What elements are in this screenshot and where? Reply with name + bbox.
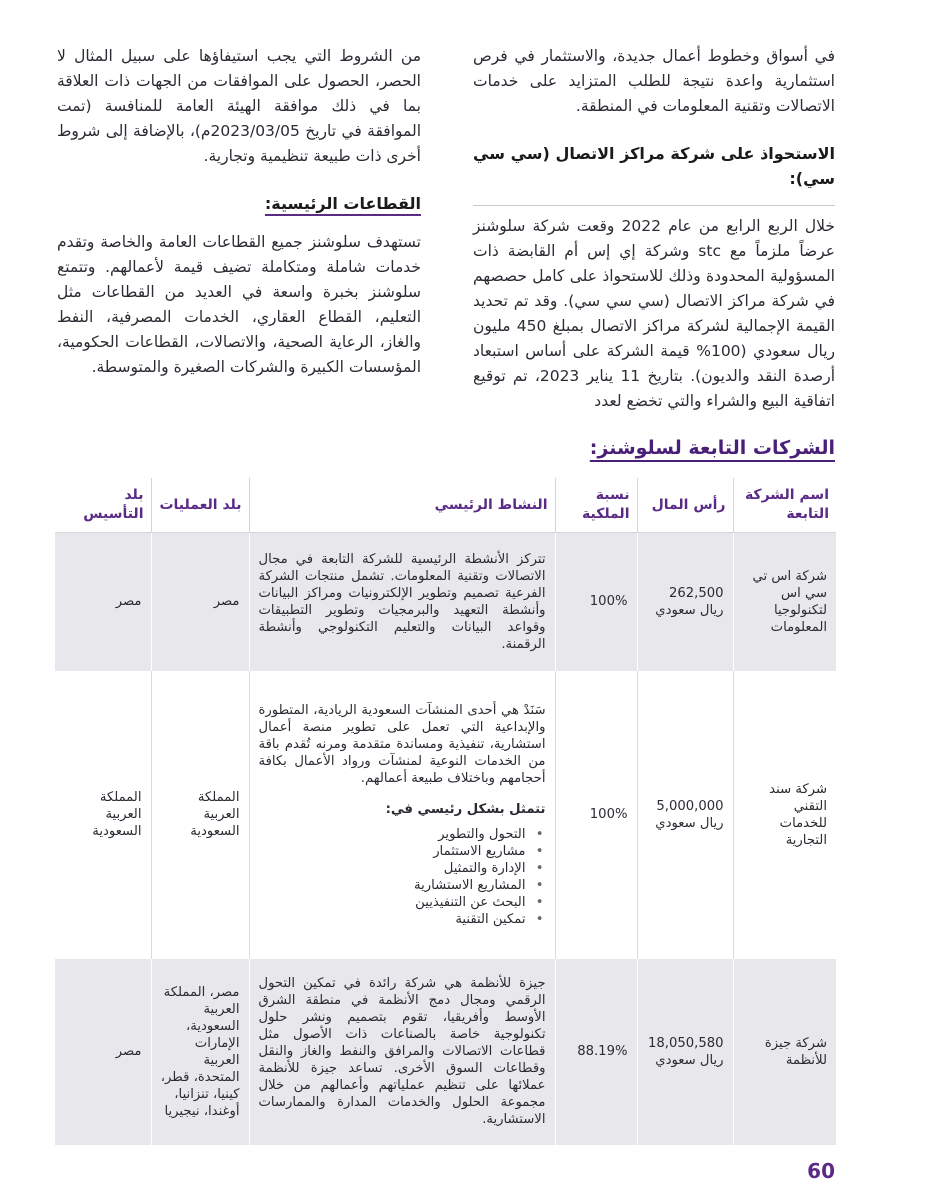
page-number: 60	[807, 1159, 835, 1183]
focus-list	[259, 826, 546, 928]
list-item: • مشاريع الاستثمار	[259, 843, 526, 860]
cell-incorporation: مصر	[55, 959, 151, 1145]
cell-operations: المملكة العربية السعودية	[151, 671, 249, 959]
acquisition-paragraph: خلال الربع الرابع من عام 2022 وقعت شركة سلوشنز عرضاً ملزماً مع stc وشركة إي إس أم القابضة ذات المسؤولية المحدودة وذلك للاستحواذ على كامل حصصهم في شركة مراكز الاتصال (سي سي سي). وقد تم تحديد القيمة الإجمالية لشركة مراكز الاتصال بمبلغ 450 مليون ريال سعودي (100% قيمة الشركة على أساس استبعاد أرصدة النقد والديون). بتاريخ 11 يناير 2023، تم توقيع اتفاقية البيع والشراء والتي تخضع لعدد	[473, 217, 836, 410]
acquisition-heading: الاستحواذ على شركة مراكز الاتصال (سي سي سي):	[473, 144, 835, 188]
header-ownership: نسبة الملكية	[555, 478, 637, 533]
cell-name: شركة جيزة للأنظمة	[733, 959, 836, 1145]
cell-name: شركة سند التقني للخدمات التجارية	[733, 671, 836, 959]
divider	[473, 205, 835, 206]
cell-capital: 262,500 ريال سعودي	[637, 533, 733, 671]
cell-operations: مصر، المملكة العربية السعودية، الإمارات العربية المتحدة، قطر، كينيا، تنزانيا، أوغندا، نيجيريا	[151, 959, 249, 1145]
cell-name: شركة اس تي سي اس لتكنولوجيا المعلومات	[733, 533, 836, 671]
table-row	[55, 533, 836, 671]
header-activity: النشاط الرئيسي	[249, 478, 555, 533]
cell-ownership: 100%	[555, 671, 637, 959]
left-column	[57, 44, 421, 380]
header-name: اسم الشركة التابعة	[733, 478, 836, 533]
cell-activity: جيزة للأنظمة هي شركة رائدة في تمكين التحول الرقمي ومجال دمج الأنظمة في منطقة الشرق الأوسط وأفريقيا، تقوم بتصميم ونشر حلول تكنولوجية خاصة بالصناعات ذات الأصول مثل قطاعات الاتصالات والمرافق والنفط والغاز والنقل وقطاعات السوق الأخرى. تساعد جيزة للأنظمة عملائها على تنظيم عملياتهم وأعمالهم من خلال مجموعة الحلول والخدمات المدارة والممارسات الاستشارية.	[249, 959, 555, 1145]
activity-text: سَنَدْ هي أحدى المنشآت السعودية الريادية، المتطورة والإبداعية التي تعمل على تطوير منصة أعمال استشارية، تنفيذية ومساندة متقدمة ومرنه تُقدم باقة من الخدمات النوعية لمنشآت ورواد الأعمال بكافة أحجامهم وباختلاف طبيعة أعمالهم.	[258, 702, 546, 786]
header-capital: رأس المال	[637, 478, 733, 533]
list-item: • البحث عن التنفيذيين	[259, 894, 526, 911]
list-item: • تمكين التقنية	[259, 911, 526, 928]
header-incorporation: بلد التأسيس	[55, 478, 151, 533]
conditions-paragraph: من الشروط التي يجب استيفاؤها على سبيل المثال لا الحصر، الحصول على الموافقات من الجهات ذات العلاقة بما في ذلك موافقة الهيئة العامة للمنافسة (تمت الموافقة في تاريخ 2023/03/05م)، بالإضافة إلى شروط أخرى ذات طبيعة تنظيمية وتجارية.	[57, 47, 421, 165]
cell-operations: مصر	[151, 533, 249, 671]
table-row	[55, 671, 836, 959]
table-header-row	[55, 478, 836, 533]
header-operations: بلد العمليات	[151, 478, 249, 533]
list-item: • المشاريع الاستشارية	[259, 877, 526, 894]
sectors-paragraph: تستهدف سلوشنز جميع القطاعات العامة والخاصة وتقدم خدمات شاملة ومتكاملة تضيف قيمة لأعمالهم. وتتمتع سلوشنز بخبرة واسعة في العديد من القطاعات مثل التعليم، القطاع العقاري، الخدمات المصرفية، النفط والغاز، الرعاية الصحية، والاتصالات، القطاعات الحكومية، المؤسسات الكبيرة والشركات الصغيرة والمتوسطة.	[57, 233, 421, 376]
table-row	[55, 959, 836, 1145]
subsidiaries-title: الشركات التابعة لسلوشنز:	[589, 437, 835, 459]
right-column	[473, 44, 835, 414]
cell-ownership: 88.19%	[555, 959, 637, 1145]
list-item: • الإدارة والتمثيل	[259, 860, 526, 877]
cell-capital: 18,050,580 ريال سعودي	[637, 959, 733, 1145]
cell-capital: 5,000,000 ريال سعودي	[637, 671, 733, 959]
cell-activity: تتركز الأنشطة الرئيسية للشركة التابعة في مجال الاتصالات وتقنية المعلومات. تشمل منتجات الشركة الفرعية تصميم وتطوير الإلكترونيات ومراكز البيانات وأنشطة التعهيد والبرمجيات وتطوير التطبيقات وقواعد البيانات والتعليم التكنولوجي وأنشطة الرقمنة.	[249, 533, 555, 671]
intro-paragraph: في أسواق وخطوط أعمال جديدة، والاستثمار في فرص استثمارية واعدة نتيجة للطلب المتزايد على خدمات الاتصالات وتقنية المعلومات في المنطقة.	[473, 47, 835, 115]
subsidiaries-table	[55, 478, 836, 1145]
sectors-heading: القطاعات الرئيسية:	[264, 194, 421, 213]
focus-title: تتمثل بشكل رئيسي في:	[385, 801, 546, 817]
list-item: • التحول والتطوير	[259, 826, 526, 843]
cell-incorporation: المملكة العربية السعودية	[55, 671, 151, 959]
cell-ownership: 100%	[555, 533, 637, 671]
cell-incorporation: مصر	[55, 533, 151, 671]
cell-activity	[249, 671, 555, 959]
